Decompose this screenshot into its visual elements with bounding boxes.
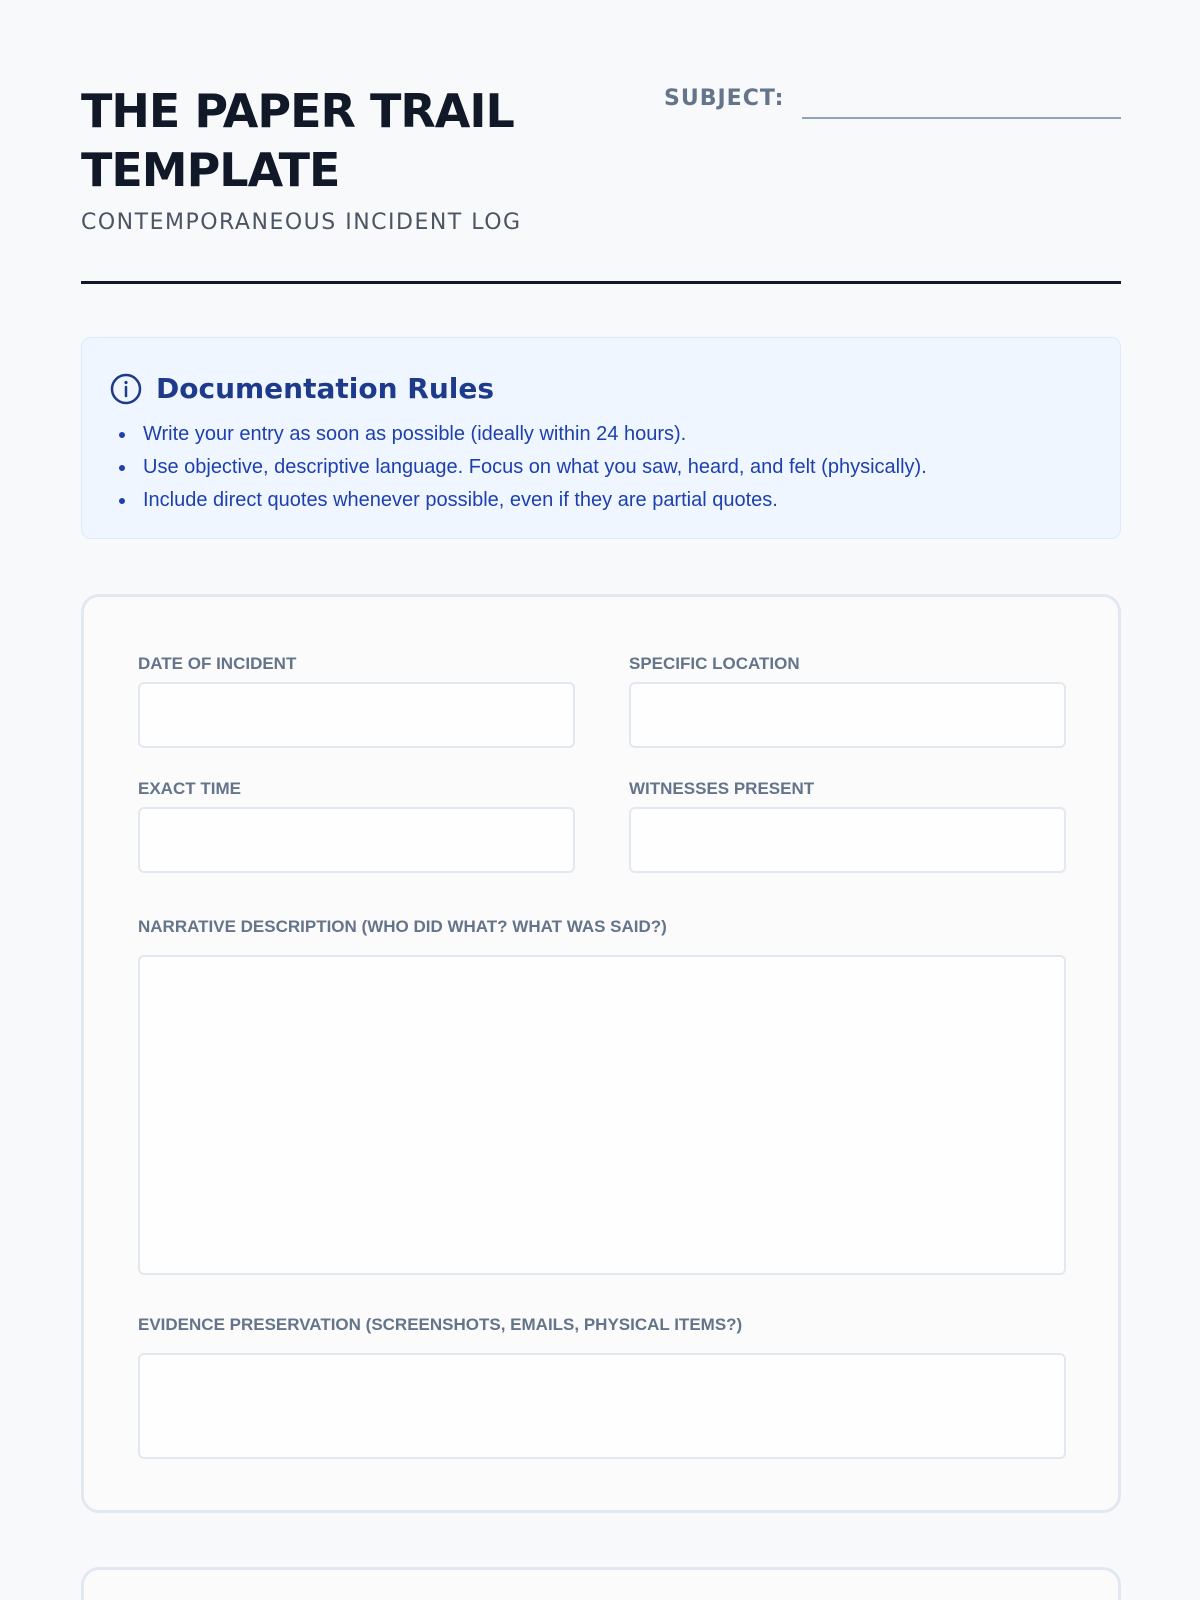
witnesses-input[interactable] [629, 807, 1066, 873]
rule-item: Write your entry as soon as possible (ideally within 24 hours). [82, 418, 927, 451]
subject-field[interactable] [664, 86, 1121, 120]
time-input[interactable] [138, 807, 575, 873]
witnesses-label: WITNESSES PRESENT [629, 779, 815, 798]
evidence-textarea[interactable] [138, 1353, 1066, 1459]
page-title: THE PAPER TRAIL TEMPLATE [81, 84, 514, 197]
rules-header [110, 372, 494, 405]
documentation-rules-panel [81, 337, 1121, 539]
date-label: DATE OF INCIDENT [138, 654, 297, 673]
page-subtitle: CONTEMPORANEOUS INCIDENT LOG [81, 210, 522, 235]
subject-label: SUBJECT: [664, 86, 785, 111]
time-label: EXACT TIME [138, 779, 241, 798]
location-label: SPECIFIC LOCATION [629, 654, 800, 673]
rule-item: Include direct quotes whenever possible, even if they are partial quotes. [82, 484, 927, 517]
evidence-label: EVIDENCE PRESERVATION (SCREENSHOTS, EMAILS, PHYSICAL ITEMS?) [138, 1315, 743, 1334]
location-input[interactable] [629, 682, 1066, 748]
subject-input-line[interactable] [802, 117, 1121, 119]
next-entry-card [81, 1567, 1121, 1600]
narrative-label: NARRATIVE DESCRIPTION (WHO DID WHAT? WHAT WAS SAID?) [138, 917, 667, 936]
rule-item: Use objective, descriptive language. Focus on what you saw, heard, and felt (physically). [82, 451, 927, 484]
rules-title: Documentation Rules [156, 372, 495, 405]
info-icon [110, 373, 142, 405]
date-input[interactable] [138, 682, 575, 748]
incident-entry-card [81, 594, 1121, 1513]
page-header [81, 82, 1121, 284]
rules-list [82, 418, 927, 517]
narrative-textarea[interactable] [138, 955, 1066, 1275]
